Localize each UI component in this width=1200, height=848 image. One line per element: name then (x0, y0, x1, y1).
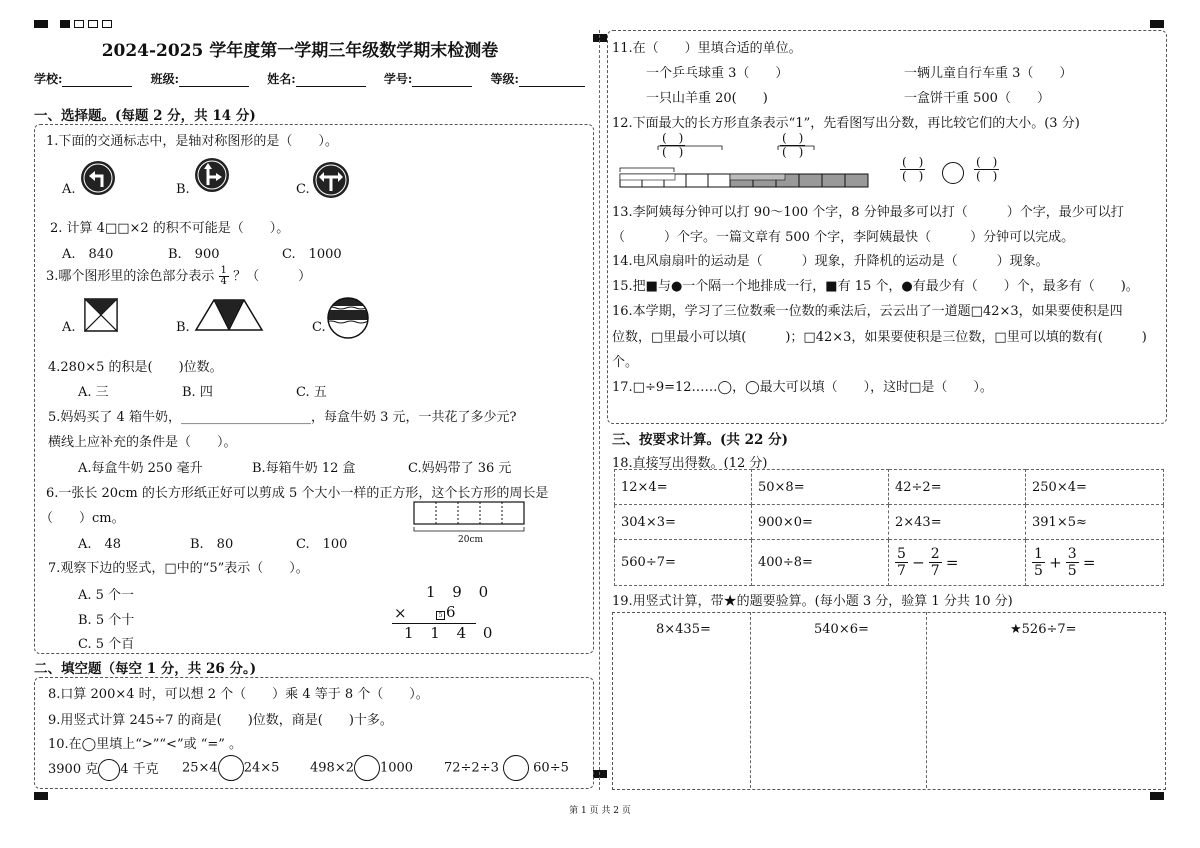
info-school-label: 学校: (34, 72, 63, 86)
frac-b (929, 546, 942, 579)
info-name-blank[interactable] (296, 74, 366, 87)
q3-text-tail: ？（ ） (233, 269, 312, 284)
q4-option-b[interactable]: B. 四 (182, 385, 213, 400)
q7-box-5: 5 (436, 611, 445, 620)
compare-circle[interactable] (354, 755, 380, 781)
q18-cell[interactable]: 560÷7= (615, 540, 752, 586)
section2-heading: 二、填空题（每空 1 分，共 26 分。) (34, 661, 257, 677)
q7-option-c[interactable]: C. 5 个百 (78, 637, 135, 652)
q6-text: 6.一张长 20cm 的长方形纸正好可以剪成 5 个大小一样的正方形，这个长方形的周长是 (46, 486, 549, 501)
info-grade-label: 等级: (490, 72, 519, 86)
q19-divider (750, 612, 751, 788)
blank-den: ( ) (662, 145, 684, 159)
q12-compare-frac-2[interactable] (974, 156, 999, 183)
frac-num: 3 (1067, 546, 1077, 562)
q15-text: 15.把■与●一个隔一个地排成一行，■有 15 个，●有最少有（ ）个，最多有（ )。 (612, 279, 1139, 294)
q10-text: 10.在◯里填上“>”“<”或 “=” 。 (48, 737, 243, 752)
q7-text: 7.观察下边的竖式，□中的“5”表示（ ）。 (48, 561, 309, 576)
blank-num: ( ) (782, 131, 804, 145)
q7-calc-row3: 1 1 4 0 (404, 624, 499, 642)
q2-text: 2. 计算 4□□×2 的积不可能是（ ）。 (50, 221, 290, 236)
q3-shape-circle-band (326, 296, 370, 340)
q11-item-1: 一个乒乓球重 3（ ） (646, 66, 789, 81)
info-id-label: 学号: (383, 72, 413, 86)
q3-text-lead: 3.哪个图形里的涂色部分表示 (46, 269, 215, 284)
page-footer: 第 1 页 共 2 页 (569, 806, 631, 816)
info-grade-blank[interactable] (519, 74, 585, 87)
sign-turn-left-icon (80, 160, 116, 196)
blank-num: ( ) (902, 155, 924, 169)
q18-cell[interactable]: 50×8= (752, 470, 889, 505)
q11-text: 11.在（ ）里填合适的单位。 (612, 41, 802, 56)
info-class-label: 班级: (150, 72, 180, 86)
q7-calc-row2: 6 (446, 603, 456, 621)
info-name-label: 姓名: (267, 72, 296, 86)
q18-table (614, 469, 1164, 586)
q1-text: 1.下面的交通标志中，是轴对称图形的是（ ）。 (46, 134, 338, 149)
q10-item-4-left: 72÷2÷3 (444, 760, 499, 776)
q18-text: 18.直接写出得数。(12 分) (612, 456, 768, 471)
q6-option-a[interactable]: A. 48 (78, 537, 122, 552)
q18-cell[interactable]: 250×4= (1026, 470, 1164, 505)
q13-text-b: （ ）个字。一篇文章有 500 个字，李阿姨最快（ ）分钟可以完成。 (612, 230, 1075, 245)
frac-num: 5 (897, 546, 906, 562)
q7-calc-row1: 1 9 0 (426, 583, 495, 601)
q3-text (46, 265, 311, 287)
q17-text: 17.□÷9=12……◯，◯最大可以填（ ），这时□是（ ）。 (612, 380, 993, 395)
frac-op: + (1049, 553, 1062, 572)
q1-option-b[interactable]: B. (176, 182, 190, 197)
q5-text2: 横线上应补充的条件是（ ）。 (48, 435, 237, 450)
q10-item-3-right: 1000 (379, 760, 414, 776)
corner-marker (34, 792, 48, 800)
frac-num: 1 (1034, 546, 1043, 562)
q16-text-c: 个。 (612, 355, 639, 370)
info-id-blank[interactable] (412, 74, 472, 87)
q6-option-b[interactable]: B. 80 (190, 537, 234, 552)
blank-num: ( ) (976, 155, 998, 169)
q12-strip-figure (618, 144, 870, 190)
q10-item-3-left: 498×2 (310, 760, 354, 776)
compare-circle[interactable] (98, 759, 120, 781)
q10-item-4 (444, 755, 569, 781)
q18-cell[interactable]: 12×4= (615, 470, 752, 505)
q7-option-a[interactable]: A. 5 个一 (78, 588, 135, 603)
corner-marker (102, 20, 112, 28)
frac-den: 7 (930, 563, 940, 579)
q2-option-c[interactable]: C. 1000 (282, 247, 342, 262)
q10-item-1-left: 3900 克 (48, 762, 99, 777)
frac-den: 7 (897, 563, 906, 579)
corner-marker (60, 20, 70, 28)
q18-cell-fraction-1[interactable] (889, 540, 1026, 586)
q3-fraction (219, 266, 229, 287)
q12-text: 12.下面最大的长方形直条表示“1”，先看图写出分数，再比较它们的大小。(3 分) (612, 116, 1080, 131)
frac-a (1032, 546, 1045, 579)
corner-marker (593, 770, 607, 778)
compare-circle[interactable] (503, 755, 529, 781)
page-title: 2024-2025 学年度第一学期三年级数学期末检测卷 (101, 41, 499, 61)
frac-eq: = (945, 553, 959, 572)
blank-den: ( ) (976, 169, 998, 183)
q6-rectangle-figure (410, 500, 528, 536)
q4-text: 4.280×5 的积是( )位数。 (48, 360, 223, 375)
info-class-blank[interactable] (179, 74, 249, 87)
q19-item-2[interactable]: 540×6= (814, 622, 869, 637)
q3-frac-den: 4 (220, 276, 227, 287)
q1-option-a[interactable]: A. (62, 182, 76, 197)
q2-option-a[interactable]: A. 840 (62, 247, 114, 262)
q12-compare-frac-1[interactable] (900, 156, 925, 183)
q4-option-a[interactable]: A. 三 (78, 385, 109, 400)
frac-a (895, 546, 908, 579)
q5-option-b[interactable]: B.每箱牛奶 12 盒 (252, 461, 356, 476)
section1-heading: 一、选择题。(每题 2 分，共 14 分) (34, 108, 256, 124)
q8-text: 8.口算 200×4 时，可以想 2 个（ ）乘 4 等于 8 个（ ）。 (48, 687, 429, 702)
frac-num: 2 (930, 546, 940, 562)
q11-item-4: 一盒饼干重 500（ ） (904, 91, 1050, 106)
blank-num: ( ) (662, 131, 684, 145)
q10-item-1-right: 4 千克 (120, 762, 159, 777)
sign-left-right-icon (312, 161, 350, 199)
q9-text: 9.用竖式计算 245÷7 的商是( )位数，商是( )十多。 (48, 713, 393, 728)
q19-work-area (612, 612, 1166, 790)
q10-item-1 (48, 758, 159, 781)
q13-text-a: 13.李阿姨每分钟可以打 90～100 个字，8 分钟最多可以打（ ）个字，最少可以打 (612, 205, 1124, 220)
corner-marker (34, 20, 48, 28)
q6-text2: （ ）cm。 (40, 511, 125, 526)
q1-option-c[interactable]: C. (296, 182, 310, 197)
q18-cell-fraction-2[interactable] (1026, 540, 1164, 586)
q3-shape-trapezoid (194, 298, 264, 332)
q10-item-3 (310, 755, 413, 781)
blank-den: ( ) (902, 169, 924, 183)
frac-den: 5 (1067, 563, 1077, 579)
q5-option-a[interactable]: A.每盒牛奶 250 毫升 (78, 461, 203, 476)
q19-item-3[interactable]: ★526÷7= (1010, 622, 1077, 637)
q4-option-c[interactable]: C. 五 (296, 385, 327, 400)
q18-cell[interactable]: 42÷2= (889, 470, 1026, 505)
sign-straight-right-icon (194, 157, 230, 193)
table-row (615, 470, 1164, 505)
q18-cell[interactable]: 2×43= (889, 505, 1026, 540)
q11-item-2: 一辆儿童自行车重 3（ ） (904, 66, 1073, 81)
q7-calc-op: × (394, 604, 407, 622)
table-row (615, 505, 1164, 540)
compare-circle[interactable] (218, 755, 244, 781)
corner-marker (1150, 792, 1164, 800)
table-row (615, 540, 1164, 586)
q5-text: 5.妈妈买了 4 箱牛奶，____________________，每盒牛奶 3 元，一共花了多少元? (48, 410, 517, 425)
compare-circle[interactable] (942, 162, 964, 184)
q11-item-3: 一只山羊重 20( ) (646, 91, 768, 106)
q18-cell[interactable]: 304×3= (615, 505, 752, 540)
frac-b (1066, 546, 1079, 579)
corner-marker (1150, 20, 1164, 28)
q3-shape-square-triangle (84, 298, 118, 332)
q6-option-c[interactable]: C. 100 (296, 537, 348, 552)
blank-den: ( ) (782, 145, 804, 159)
q10-item-2-right: 24×5 (243, 760, 280, 776)
frac-den: 5 (1034, 563, 1043, 579)
q18-cell[interactable]: 400÷8= (752, 540, 889, 586)
q19-item-1[interactable]: 8×435= (656, 622, 711, 637)
q3-option-c[interactable]: C. (312, 320, 326, 335)
q16-text-a: 16.本学期，学习了三位数乘一位数的乘法后，云云出了一道题□42×3，如果要使积是四 (612, 304, 1123, 319)
frac-eq: = (1082, 553, 1096, 572)
q6-figure-label: 20cm (458, 535, 484, 545)
corner-marker (74, 20, 84, 28)
student-info (34, 70, 585, 87)
frac-op: − (912, 553, 925, 572)
q3-frac-num: 1 (220, 265, 227, 276)
q18-cell[interactable]: 900×0= (752, 505, 889, 540)
q3-option-a[interactable]: A. (62, 320, 76, 335)
q19-divider (926, 612, 927, 788)
q10-item-4-right: 60÷5 (533, 760, 569, 776)
q5-option-c[interactable]: C.妈妈带了 36 元 (408, 461, 512, 476)
q18-cell[interactable]: 391×5≈ (1026, 505, 1164, 540)
fold-line (599, 30, 600, 790)
q2-option-b[interactable]: B. 900 (168, 247, 220, 262)
q10-item-2 (182, 755, 279, 781)
q10-item-2-left: 25×4 (182, 760, 218, 776)
q7-option-b[interactable]: B. 5 个十 (78, 613, 135, 628)
q3-option-b[interactable]: B. (176, 320, 190, 335)
q14-text: 14.电风扇扇叶的运动是（ ）现象，升降机的运动是（ ）现象。 (612, 254, 1049, 269)
section3-heading: 三、按要求计算。(共 22 分) (612, 432, 788, 448)
info-school-blank[interactable] (62, 74, 132, 87)
corner-marker (88, 20, 98, 28)
q19-text: 19.用竖式计算，带★的题要验算。(每小题 3 分，验算 1 分共 10 分) (612, 594, 1013, 609)
q16-text-b: 位数，□里最小可以填( )；□42×3，如果要使积是三位数，□里可以填的数有( ) (612, 330, 1147, 345)
